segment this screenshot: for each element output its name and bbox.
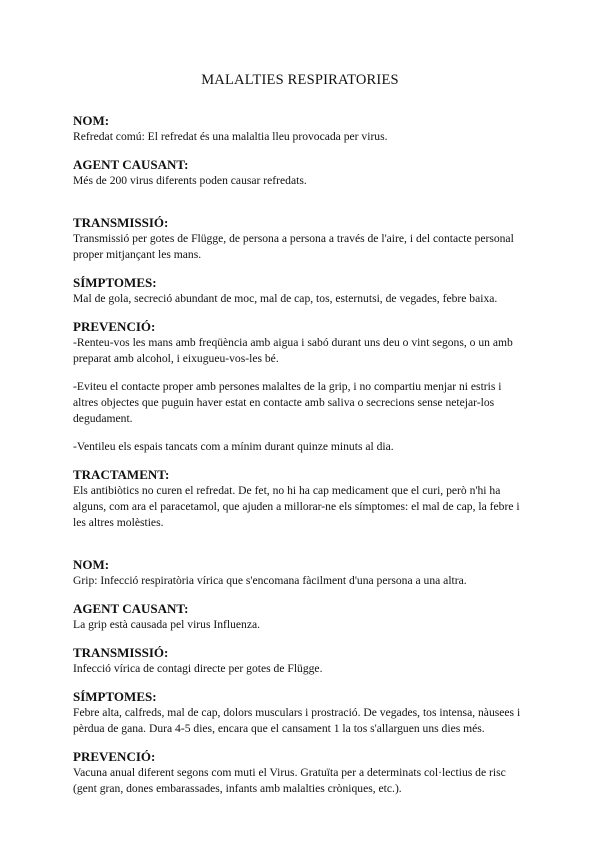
disease-2-transmissio-heading: TRANSMISSIÓ: <box>73 645 169 660</box>
disease-1-simptomes-text: Mal de gola, secreció abundant de moc, mal de cap, tos, esternutsi, de vegades, febre baixa. <box>73 292 498 305</box>
disease-1-prevencio-p2: -Eviteu el contacte proper amb persones malaltes de la grip, i no compartiu menjar ni estris i altres objectes que puguin haver estat en contacte amb saliva o secrecions sense netejar-los degudament. <box>73 380 502 425</box>
disease-1-nom-heading: NOM: <box>73 113 110 128</box>
disease-2-prevencio-text: Vacuna anual diferent segons com muti el Virus. Gratuïta per a determinats col·lectius de risc (gent gran, dones embarassades, infants amb malalties cròniques, etc.). <box>73 766 506 795</box>
disease-2-transmissio-text: Infecció vírica de contagi directe per gotes de Flügge. <box>73 662 323 675</box>
disease-1-prevencio-p3: -Ventileu els espais tancats com a mínim durant quinze minuts al dia. <box>73 440 394 453</box>
disease-1-prevencio-heading: PREVENCIÓ: <box>73 319 156 334</box>
page-title: MALALTIES RESPIRATORIES <box>201 72 399 88</box>
disease-1-nom-text: Refredat comú: El refredat és una malaltia lleu provocada per virus. <box>73 130 388 143</box>
disease-2-agent-text: La grip està causada pel virus Influenza. <box>73 618 261 631</box>
disease-1-tractament-text: Els antibiòtics no curen el refredat. De fet, no hi ha cap medicament que el curi, però n'hi ha alguns, com ara el paracetamol, que ajuden a millorar-ne els símptomes: el mal de cap, la febre i les altres molèsties. <box>73 484 520 529</box>
disease-1-transmissio-heading: TRANSMISSIÓ: <box>73 215 169 230</box>
disease-2-section <box>73 557 528 797</box>
disease-2-agent-heading: AGENT CAUSANT: <box>73 601 189 616</box>
disease-2-prevencio-heading: PREVENCIÓ: <box>73 749 156 764</box>
disease-2-nom-text: Grip: Infecció respiratòria vírica que s'encomana fàcilment d'una persona a una altra. <box>73 574 467 587</box>
disease-1-transmissio-text: Transmissió per gotes de Flügge, de persona a persona a través de l'aire, i del contacte personal proper mitjançant les mans. <box>73 232 514 261</box>
disease-2-simptomes-text: Febre alta, calfreds, mal de cap, dolors musculars i prostració. De vegades, tos intensa, nàusees i pèrdua de gana. Dura 4-5 dies, encara que el cansament 1 la tos s'allarguen uns dies més. <box>73 706 521 735</box>
disease-2-nom-heading: NOM: <box>73 557 110 572</box>
disease-1-tractament-heading: TRACTAMENT: <box>73 467 170 482</box>
disease-1-prevencio-p1: -Renteu-vos les mans amb freqüència amb aigua i sabó durant uns deu o vint segons, o un amb preparat amb alcohol, i eixugueu-vos-les bé. <box>73 336 513 365</box>
disease-1-simptomes-heading: SÍMPTOMES: <box>73 275 157 290</box>
document-content <box>73 113 528 797</box>
disease-1-agent-heading: AGENT CAUSANT: <box>73 157 189 172</box>
disease-1-section <box>73 113 528 531</box>
disease-1-agent-text: Més de 200 virus diferents poden causar refredats. <box>73 174 307 187</box>
disease-2-simptomes-heading: SÍMPTOMES: <box>73 689 157 704</box>
